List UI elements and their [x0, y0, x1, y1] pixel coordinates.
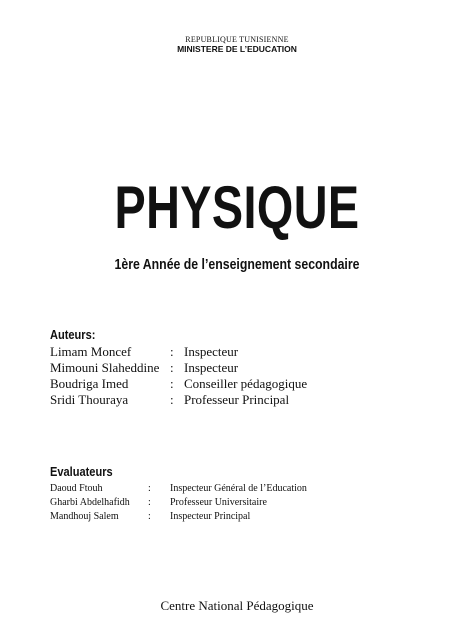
authors-list — [50, 344, 430, 408]
evaluator-separator: : — [148, 511, 151, 522]
document-title: PHYSIQUE — [114, 174, 360, 241]
evaluator-separator: : — [148, 483, 151, 494]
ministry-header: MINISTERE DE L’EDUCATION — [177, 44, 297, 54]
author-row — [50, 376, 430, 392]
evaluator-separator: : — [148, 497, 151, 508]
evaluator-name: Gharbi Abdelhafidh — [50, 497, 130, 508]
evaluator-role: Inspecteur Principal — [170, 511, 251, 522]
author-separator: : — [170, 360, 174, 375]
author-row — [50, 360, 430, 376]
evaluators-heading: Evaluateurs — [50, 464, 113, 479]
authors-heading: Auteurs: — [50, 327, 96, 342]
author-role: Professeur Principal — [184, 392, 290, 407]
author-role: Conseiller pédagogique — [184, 376, 308, 391]
author-separator: : — [170, 344, 174, 359]
author-name: Mimouni Slaheddine — [50, 360, 160, 375]
author-row — [50, 344, 430, 360]
author-name: Boudriga Imed — [50, 376, 129, 391]
author-role: Inspecteur — [184, 360, 239, 375]
author-name: Limam Moncef — [50, 344, 132, 359]
author-name: Sridi Thouraya — [50, 392, 129, 407]
evaluator-row — [50, 482, 430, 496]
evaluator-row — [50, 496, 430, 510]
evaluator-role: Professeur Universitaire — [170, 497, 267, 508]
evaluator-name: Mandhouj Salem — [50, 511, 119, 522]
evaluators-list — [50, 482, 430, 524]
evaluator-row — [50, 510, 430, 524]
author-separator: : — [170, 376, 174, 391]
author-role: Inspecteur — [184, 344, 239, 359]
author-separator: : — [170, 392, 174, 407]
document-subtitle: 1ère Année de l’enseignement secondaire — [114, 256, 360, 273]
evaluator-role: Inspecteur Général de l’Education — [170, 483, 307, 494]
evaluator-name: Daoud Ftouh — [50, 483, 103, 494]
republic-header: REPUBLIQUE TUNISIENNE — [185, 35, 289, 44]
author-row — [50, 392, 430, 408]
publisher-footer: Centre National Pédagogique — [160, 598, 314, 613]
